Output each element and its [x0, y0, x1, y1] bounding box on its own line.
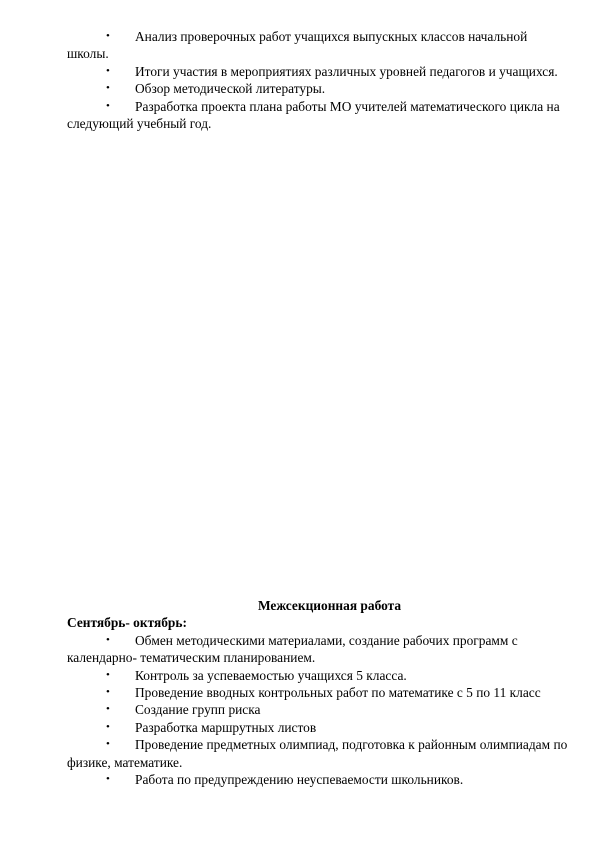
bullet-icon: •: [106, 703, 110, 716]
list-item: [67, 667, 572, 684]
list-item: [67, 736, 572, 771]
bullet-icon: •: [106, 82, 110, 95]
list-item: [67, 63, 572, 80]
list-item-text: Контроль за успеваемостью учащихся 5 класса.: [135, 667, 407, 683]
bullet-icon: •: [106, 720, 110, 733]
top-bullet-list: [67, 28, 572, 132]
bullet-icon: •: [106, 99, 110, 112]
bullet-icon: •: [106, 30, 110, 42]
list-item-text: Разработка маршрутных листов: [135, 719, 317, 735]
bullet-icon: •: [106, 686, 110, 699]
list-item-text: Итоги участия в мероприятиях различных уровней педагогов и учащихся.: [135, 63, 558, 79]
list-item: [67, 684, 572, 701]
list-item: [67, 632, 572, 667]
bullet-icon: •: [106, 668, 110, 681]
list-item: [67, 701, 572, 718]
list-item: [67, 719, 572, 736]
bullet-icon: •: [106, 773, 110, 786]
list-item: [67, 80, 572, 97]
list-item-text: Анализ проверочных работ учащихся выпускных классов начальной школы.: [67, 29, 528, 62]
bullet-icon: •: [106, 633, 110, 646]
list-item-text: Проведение вводных контрольных работ по математике с 5 по 11 класс: [135, 685, 541, 701]
bullet-icon: •: [106, 738, 110, 751]
bullet-icon: •: [106, 64, 110, 77]
list-item: [67, 98, 572, 133]
list-item-text: Обмен методическими материалами, создание рабочих программ с календарно- тематическим планированием.: [67, 632, 518, 666]
list-item-text: Работа по предупреждению неуспеваемости школьников.: [135, 772, 464, 788]
section-title: Межсекционная работа: [257, 598, 402, 613]
list-item-text: Разработка проекта плана работы МО учителей математического цикла на следующий учебный год.: [67, 98, 560, 132]
inter-section-work: [67, 597, 572, 788]
list-item-text: Создание групп риска: [135, 702, 261, 718]
list-item: [67, 771, 572, 788]
period-heading: Сентябрь- октябрь:: [67, 615, 187, 631]
list-item-text: Обзор методической литературы.: [135, 81, 326, 97]
list-item-text: Проведение предметных олимпиад, подготовка к районным олимпиадам по физике, математике.: [67, 737, 568, 770]
list-item: [67, 28, 572, 63]
